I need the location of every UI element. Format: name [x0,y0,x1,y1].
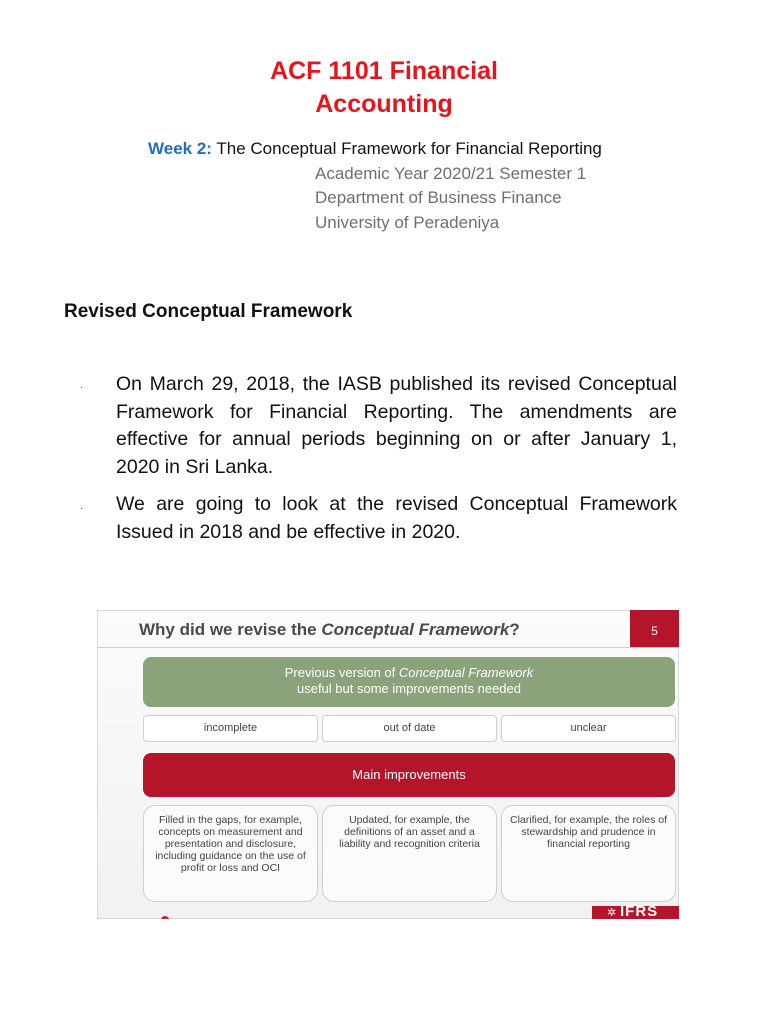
week-line [148,139,602,159]
decorative-red-mark [161,916,169,919]
slide-header [97,610,679,648]
department: Department of Business Finance [315,188,562,207]
main-improvements-band: Main improvements [143,753,675,797]
slide-title [139,620,520,640]
slide-title-emphasis: Conceptual Framework [321,620,510,639]
improvement-card-clarified: Clarified, for example, the roles of stewardship and prudence in financial reporting [501,805,676,902]
previous-version-band [143,657,675,707]
document-title-line-1: ACF 1101 Financial [270,57,498,85]
chip-incomplete: incomplete [143,715,318,742]
document-title-line-2: Accounting [315,90,453,118]
ifrs-logo-text: IFRS [620,903,659,919]
previous-version-line-2: useful but some improvements needed [296,681,521,696]
embedded-slide [97,610,679,919]
bullet-paragraph: On March 29, 2018, the IASB published its revised Conceptual Framework for Financial Reporting. The amendments are effective for annual periods beginning on or after January 1, 2020 in Sri Lanka. [116,373,677,478]
week-topic: The Conceptual Framework for Financial Reporting [211,139,602,158]
slide-title-suffix: ? [509,620,520,639]
bullet-paragraph: We are going to look at the revised Conceptual Framework Issued in 2018 and be effective in 2020. [116,493,677,543]
previous-version-line-1 [143,665,675,681]
previous-version-prefix: Previous version of [284,665,399,680]
bullet-marker: · [80,382,84,393]
slide-title-prefix: Why did we revise the [139,620,322,639]
ifrs-logo-icon: ✲ [607,907,617,919]
academic-year: Academic Year 2020/21 Semester 1 [315,164,587,183]
chip-unclear: unclear [501,715,676,742]
improvement-card-filled-gaps: Filled in the gaps, for example, concepts on measurement and presentation and disclosure, including guidance on the use of profit or loss and OCI [143,805,318,902]
previous-version-emphasis: Conceptual Framework [398,665,534,680]
chip-out-of-date: out of date [322,715,497,742]
improvement-card-updated: Updated, for example, the definitions of an asset and a liability and recognition criteria [322,805,497,902]
section-heading: Revised Conceptual Framework [64,301,353,322]
bullet-marker: · [80,503,84,514]
week-label: Week 2: [148,139,212,158]
university: University of Peradeniya [315,213,500,232]
slide-page-number: 5 [630,610,679,647]
